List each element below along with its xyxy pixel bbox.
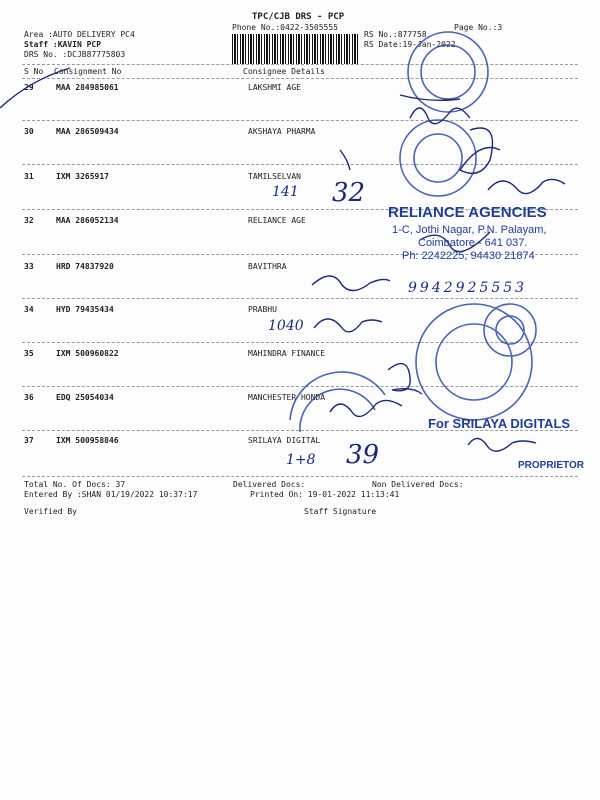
handwriting-note: 1040 <box>268 318 304 334</box>
reliance-stamp-name: RELIANCE AGENCIES <box>388 204 547 221</box>
row-consignment: MAA 286052134 <box>56 216 119 225</box>
row-sno: 29 <box>24 83 34 92</box>
col-sno: S No <box>24 67 44 76</box>
reliance-stamp-address1: 1-C, Jothi Nagar, P.N. Palayam, <box>392 224 547 236</box>
srilaya-stamp-proprietor: PROPRIETOR <box>518 460 584 471</box>
row-consignee: AKSHAYA PHARMA <box>248 127 316 136</box>
row-consignee: SRILAYA DIGITAL <box>248 436 321 445</box>
reliance-stamp-phone: Ph: 2242225, 94430 21874 <box>402 250 535 262</box>
row-sno: 36 <box>24 393 34 402</box>
row-consignment: MAA 284985061 <box>56 83 119 92</box>
row-consignment: HYD 79435434 <box>56 305 114 314</box>
document-title: TPC/CJB DRS - PCP <box>252 12 345 22</box>
srilaya-stamp-name: For SRILAYA DIGITALS <box>428 416 571 431</box>
rs-date: RS Date:19-Jan-2022 <box>364 40 456 49</box>
drs-number: DRS No. :DCJB87775803 <box>24 50 126 59</box>
row-consignment: IXM 500960822 <box>56 349 119 358</box>
reliance-stamp-address2: Coimbatore - 641 037. <box>418 237 528 249</box>
page-number: Page No.:3 <box>454 23 503 32</box>
phone-number: Phone No.:0422-3505555 <box>232 23 338 32</box>
row-sno: 30 <box>24 127 34 136</box>
col-consignment: Consignment No <box>54 67 122 76</box>
row-sno: 37 <box>24 436 34 445</box>
delivered-docs: Delivered Docs: <box>233 480 306 489</box>
row-consignee: TAMILSELVAN <box>248 172 301 181</box>
row-consignee: BAVITHRA <box>248 262 287 271</box>
staff-signature: Staff Signature <box>304 507 377 516</box>
row-sno: 33 <box>24 262 34 271</box>
row-consignment: EDQ 25054034 <box>56 393 114 402</box>
row-sno: 31 <box>24 172 34 181</box>
handwriting-note: 141 <box>272 184 299 200</box>
rs-number: RS No.:877758 <box>364 30 427 39</box>
handwriting-note: 32 <box>332 178 366 208</box>
printed-on: Printed On: 19-01-2022 11:13:41 <box>250 490 400 499</box>
handwriting-note: 1+8 <box>286 452 316 468</box>
row-consignee: MAHINDRA FINANCE <box>248 349 326 358</box>
total-docs: Total No. Of Docs: 37 <box>24 480 126 489</box>
row-sno: 35 <box>24 349 34 358</box>
row-consignee: MANCHESTER HONDA <box>248 393 326 402</box>
row-consignment: MAA 286509434 <box>56 127 119 136</box>
col-consignee: Consignee Details <box>243 67 325 76</box>
row-sno: 34 <box>24 305 34 314</box>
row-consignment: IXM 500958846 <box>56 436 119 445</box>
row-sno: 32 <box>24 216 34 225</box>
non-delivered-docs: Non Delivered Docs: <box>372 480 464 489</box>
staff-label: Staff :KAVIN PCP <box>24 40 102 49</box>
verified-by: Verified By <box>24 507 77 516</box>
row-consignment: IXM 3265917 <box>56 172 109 181</box>
row-consignee: LAKSHMI AGE <box>248 83 301 92</box>
row-consignee: PRABHU <box>248 305 277 314</box>
handwriting-phone: 9942925553 <box>408 280 528 296</box>
area-label: Area :AUTO DELIVERY PC4 <box>24 30 135 39</box>
handwriting-note: 39 <box>346 440 380 470</box>
row-consignment: HRD 74837920 <box>56 262 114 271</box>
entered-by: Entered By :SHAN 01/19/2022 10:37:17 <box>24 490 198 499</box>
row-consignee: RELIANCE AGE <box>248 216 306 225</box>
